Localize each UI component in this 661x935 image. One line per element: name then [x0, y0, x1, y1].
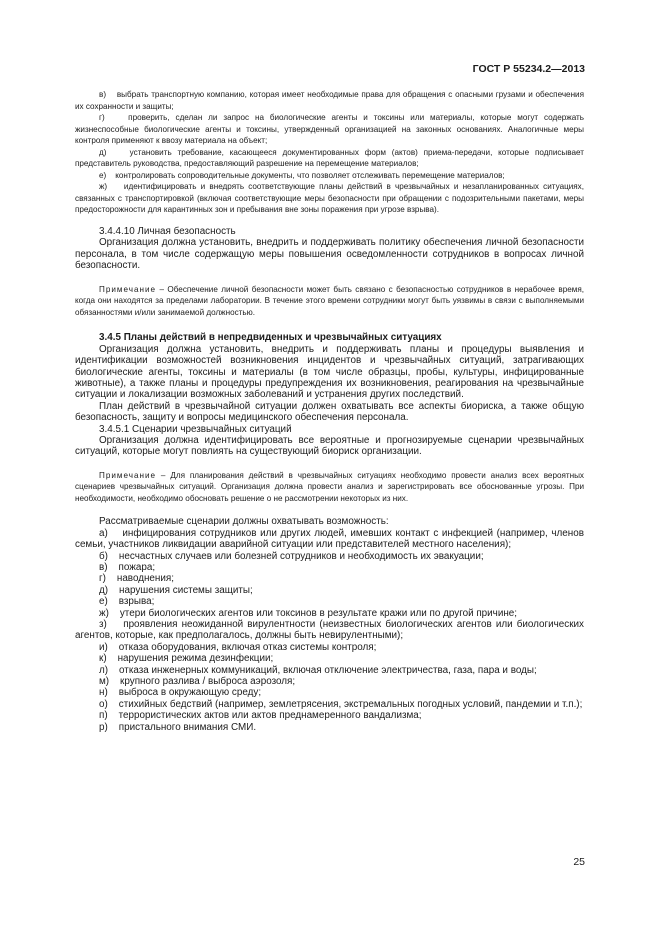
list-item: р) пристального внимания СМИ. [99, 721, 257, 733]
list-item: з) проявления неожиданной вирулентности (неизвестных биологических агентов или биологических агентов, которые, как предполагалось, должны быть невирулентными); [75, 619, 584, 642]
list-item: е) контролировать сопроводительные документы, что позволяет отслеживать перемещение материалов; [99, 170, 505, 180]
list-item: о) стихийных бедствий (например, землетрясения, экстремальных погодных условий, пандемии и т.п.); [99, 698, 583, 710]
list-item: в) пожара; [99, 562, 156, 574]
note-label: Примечание [99, 284, 157, 294]
list-item: к) нарушения режима дезинфекции; [99, 653, 274, 665]
paragraph: План действий в чрезвычайной ситуации должен охватывать все аспекты биориска, а также общую безопасность, защиту и вопросы медицинского обеспечения персонала. [75, 400, 584, 424]
section-title: 3.4.4.10 Личная безопасность [99, 226, 236, 238]
list-item: и) отказа оборудования, включая отказ системы контроля; [99, 641, 377, 653]
section-heading: 3.4.5 Планы действий в непредвиденных и чрезвычайных ситуациях [99, 332, 442, 344]
list-item: н) выброса в окружающую среду; [99, 687, 262, 699]
list-item: в) выбрать транспортную компанию, которая имеет необходимые права для обращения с опасными грузами и обеспечения их сохранности и защиты; [75, 90, 584, 111]
page-content [75, 89, 584, 733]
paragraph: Организация должна идентифицировать все вероятные и прогнозируемые сценарии чрезвычайных ситуаций, которые могут повлиять на существующий биориск организации. [75, 434, 584, 458]
note [75, 284, 584, 319]
list-item: ж) идентифицировать и внедрять соответствующие планы действий в чрезвычайных и незапланированных ситуациях, связанных с транспортировкой (включая соответствующие меры безопасности при обращении с подозрительными пакетами, меры предосторожности для карантинных зон и пребывания вне зоны поражения при угрозе взрыва). [75, 182, 584, 215]
section-3-4-4-10 [75, 226, 584, 272]
list-item: д) нарушения системы защиты; [99, 584, 253, 596]
note-text: – Обеспечение личной безопасности может быть связано с безопасностью сотрудников в нерабочее время, когда они находятся за пределами лаборатории. В течение этого времени сотрудники могут быть уязвимы в связи с выполняемыми обязанностями и/или занимаемой должностью. [75, 284, 584, 317]
subsection-title: 3.4.5.1 Сценарии чрезвычайных ситуаций [99, 423, 292, 435]
paragraph: Организация должна установить, внедрить и поддерживать политику обеспечения личной безопасности персонала, в том числе содержащую меры повышения осведомленности сотрудников в вопросах личной безопасности. [75, 237, 584, 272]
list-item: г) наводнения; [99, 573, 174, 585]
list-item: а) инфицирования сотрудников или других людей, имевших контакт с инфекцией (например, членов семьи, участников ликвидации аварийной ситуации или представителей местного населения); [75, 527, 584, 551]
document-header: ГОСТ Р 55234.2—2013 [472, 63, 585, 75]
list-item: б) несчастных случаев или болезней сотрудников и необходимость их эвакуации; [99, 550, 484, 562]
note-label: Примечание [99, 470, 157, 480]
section-3-4-5 [75, 332, 584, 457]
list-item: л) отказа инженерных коммуникаций, включая отключение электричества, газа, пара и воды; [99, 664, 537, 676]
list-item: д) установить требование, касающееся документированных форм (актов) приема-передачи, которые подписывает представитель руководства, предоставляющий разрешение на перемещение материалов; [75, 147, 584, 169]
list-item: п) террористических актов или актов преднамеренного вандализма; [99, 710, 422, 722]
note [75, 470, 584, 505]
page-number: 25 [573, 856, 585, 868]
scenarios-list [75, 516, 584, 733]
list-item: г) проверить, сделан ли запрос на биологические агенты и токсины или материалы, которые могут содержать жизнеспособные биологические агенты и токсины, утвержденный организацией на законных основаниях. Аналогичные меры контроля применяют к ввозу материала на объект; [75, 113, 584, 146]
note-emergency-scenarios [75, 470, 584, 505]
list-item: е) взрыва; [99, 596, 155, 608]
note-text: – Для планирования действий в чрезвычайных ситуациях необходимо провести анализ всех вероятных сценариев чрезвычайных ситуаций. Организация должна провести анализ и зарегистрировать все обоснованные угрозы. При необходимости, необходимо обосновать решение о не рассмотрении некоторых из них. [75, 470, 584, 503]
list-intro: Рассматриваемые сценарии должны охватывать возможность: [99, 516, 389, 528]
note-personal-security [75, 284, 584, 319]
paragraph: Организация должна установить, внедрить и поддерживать планы и процедуры выявления и идентификации возможностей возникновения инцидентов и чрезвычайных ситуаций, затрагивающих биологические агенты, токсины и материалы (в том числе образцы, пробы, культуры, инфицированные животные), а также планы и процедуры предупреждения их возникновения, реагирования на чрезвычайные ситуации и локализации возможных заболеваний и устранения других последствий. [75, 343, 584, 401]
list-item: ж) утери биологических агентов или токсинов в результате кражи или по другой причине; [99, 607, 518, 619]
transport-requirements-list [75, 89, 584, 216]
list-item: м) крупного разлива / выброса аэрозоля; [99, 676, 296, 688]
